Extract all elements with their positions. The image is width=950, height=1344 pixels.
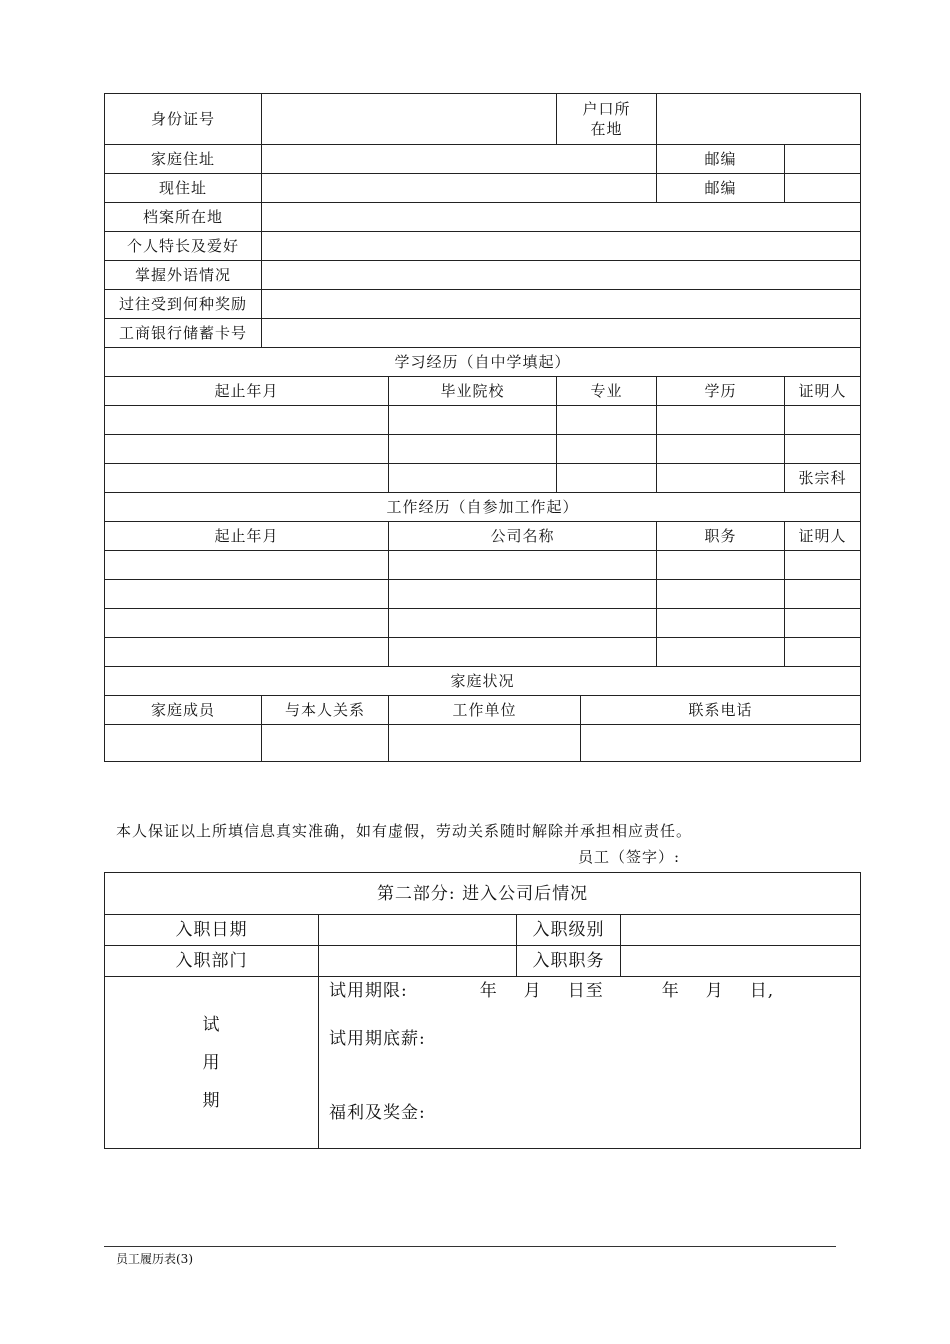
probation-details [319, 977, 861, 1149]
edu-cell[interactable] [389, 464, 557, 493]
table-row [105, 609, 861, 638]
part2-title: 第二部分: 进入公司后情况 [105, 873, 861, 915]
languages-field[interactable] [262, 261, 861, 290]
edu-cell[interactable] [657, 464, 785, 493]
family-cell[interactable] [262, 725, 389, 762]
table-row [105, 406, 861, 435]
home-address-label: 家庭住址 [105, 145, 262, 174]
home-postcode-label: 邮编 [657, 145, 785, 174]
entry-level-field[interactable] [621, 915, 861, 946]
edu-header-degree: 学历 [657, 377, 785, 406]
edu-cell[interactable] [557, 435, 657, 464]
current-address-field[interactable] [262, 174, 657, 203]
family-cell[interactable] [581, 725, 861, 762]
work-cell[interactable] [785, 609, 861, 638]
entry-level-label: 入职级别 [517, 915, 621, 946]
benefits-label[interactable]: 福利及奖金: [329, 1103, 426, 1123]
work-cell[interactable] [105, 638, 389, 667]
work-cell[interactable] [657, 580, 785, 609]
work-cell[interactable] [389, 580, 657, 609]
bank-card-label: 工商银行储蓄卡号 [105, 319, 262, 348]
education-section-title: 学习经历（自中学填起） [105, 348, 861, 377]
table-row [105, 551, 861, 580]
hobbies-label: 个人特长及爱好 [105, 232, 262, 261]
personal-info-table [104, 93, 861, 762]
languages-label: 掌握外语情况 [105, 261, 262, 290]
work-cell[interactable] [785, 551, 861, 580]
table-row [105, 638, 861, 667]
archive-location-field[interactable] [262, 203, 861, 232]
probation-char: 试 [202, 1014, 221, 1035]
edu-header-school: 毕业院校 [389, 377, 557, 406]
edu-cell[interactable] [557, 406, 657, 435]
entry-position-field[interactable] [621, 946, 861, 977]
end-day: 日, [749, 981, 775, 1001]
probation-period-line[interactable] [329, 981, 774, 1001]
work-cell[interactable] [105, 609, 389, 638]
edu-cell[interactable] [657, 406, 785, 435]
entry-date-label: 入职日期 [105, 915, 319, 946]
edu-header-reference: 证明人 [785, 377, 861, 406]
hukou-field[interactable] [657, 94, 861, 145]
probation-period-label: 试用期限: [329, 981, 408, 1001]
family-section-title: 家庭状况 [105, 667, 861, 696]
edu-cell[interactable] [105, 406, 389, 435]
end-year: 年 [661, 981, 680, 1001]
id-number-label: 身份证号 [105, 94, 262, 145]
edu-cell[interactable] [785, 406, 861, 435]
work-cell[interactable] [785, 580, 861, 609]
family-header-phone: 联系电话 [581, 696, 861, 725]
edu-cell[interactable] [105, 435, 389, 464]
work-cell[interactable] [657, 551, 785, 580]
work-cell[interactable] [105, 580, 389, 609]
edu-cell[interactable] [389, 435, 557, 464]
edu-cell[interactable] [389, 406, 557, 435]
home-address-field[interactable] [262, 145, 657, 174]
work-header-period: 起止年月 [105, 522, 389, 551]
work-cell[interactable] [389, 638, 657, 667]
family-header-relation: 与本人关系 [262, 696, 389, 725]
edu-cell[interactable] [557, 464, 657, 493]
family-header-member: 家庭成员 [105, 696, 262, 725]
hukou-label [557, 94, 657, 145]
current-postcode-label: 邮编 [657, 174, 785, 203]
probation-label [105, 977, 319, 1149]
work-cell[interactable] [389, 551, 657, 580]
entry-department-field[interactable] [319, 946, 517, 977]
awards-field[interactable] [262, 290, 861, 319]
start-month: 月 [523, 981, 542, 1001]
base-salary-label[interactable]: 试用期底薪: [329, 1029, 426, 1049]
bank-card-field[interactable] [262, 319, 861, 348]
table-row [105, 435, 861, 464]
current-postcode-field[interactable] [785, 174, 861, 203]
work-cell[interactable] [389, 609, 657, 638]
awards-label: 过往受到何种奖励 [105, 290, 262, 319]
work-header-company: 公司名称 [389, 522, 657, 551]
entry-position-label: 入职职务 [517, 946, 621, 977]
start-year: 年 [479, 981, 498, 1001]
entry-department-label: 入职部门 [105, 946, 319, 977]
probation-char: 期 [202, 1090, 221, 1111]
work-cell[interactable] [657, 638, 785, 667]
post-hire-table [104, 872, 861, 1149]
edu-cell[interactable] [785, 435, 861, 464]
work-header-reference: 证明人 [785, 522, 861, 551]
probation-char: 用 [202, 1052, 221, 1073]
work-cell[interactable] [657, 609, 785, 638]
family-cell[interactable] [389, 725, 581, 762]
edu-cell[interactable] [657, 435, 785, 464]
work-cell[interactable] [785, 638, 861, 667]
archive-location-label: 档案所在地 [105, 203, 262, 232]
start-day-to: 日至 [567, 981, 604, 1001]
hobbies-field[interactable] [262, 232, 861, 261]
work-cell[interactable] [105, 551, 389, 580]
hukou-label-line1: 户口所 [582, 100, 631, 118]
table-row [105, 464, 861, 493]
id-number-field[interactable] [262, 94, 557, 145]
hukou-label-line2: 在地 [590, 120, 623, 138]
pledge-statement: 本人保证以上所填信息真实准确，如有虚假，劳动关系随时解除并承担相应责任。 [116, 822, 693, 840]
table-row [105, 725, 861, 762]
work-section-title: 工作经历（自参加工作起） [105, 493, 861, 522]
table-row [105, 580, 861, 609]
home-postcode-field[interactable] [785, 145, 861, 174]
family-header-employer: 工作单位 [389, 696, 581, 725]
footer-text: 员工履历表(3) [116, 1252, 193, 1266]
footer-divider [104, 1246, 836, 1247]
edu-cell[interactable] [105, 464, 389, 493]
edu-cell-reference[interactable]: 张宗科 [785, 464, 861, 493]
edu-header-period: 起止年月 [105, 377, 389, 406]
entry-date-field[interactable] [319, 915, 517, 946]
edu-header-major: 专业 [557, 377, 657, 406]
family-cell[interactable] [105, 725, 262, 762]
employee-signature-label: 员工（签字）: [578, 848, 681, 866]
end-month: 月 [705, 981, 724, 1001]
work-header-position: 职务 [657, 522, 785, 551]
current-address-label: 现住址 [105, 174, 262, 203]
